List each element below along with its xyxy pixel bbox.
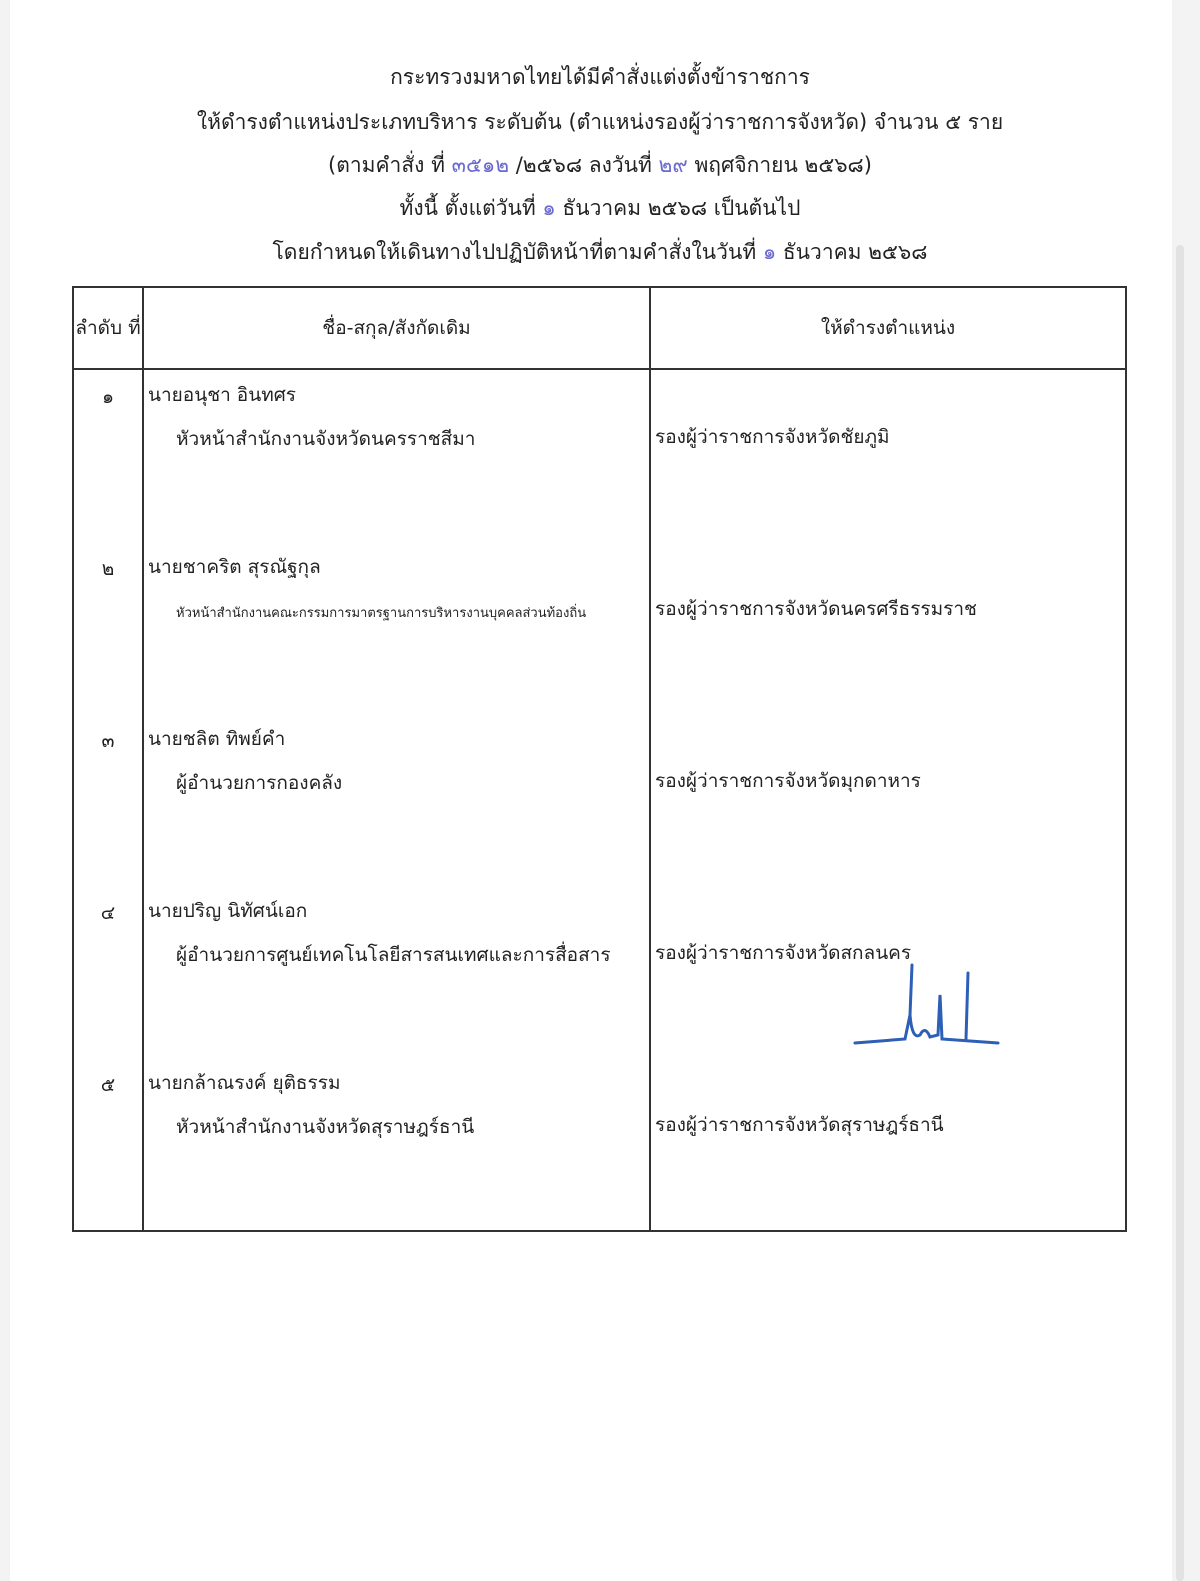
appointment-table bbox=[72, 286, 1127, 1232]
new-position: รองผู้ว่าราชการจังหวัดชัยภูมิ bbox=[650, 369, 1126, 542]
text: ธันวาคม ๒๕๖๘ เป็นต้นไป bbox=[555, 196, 801, 220]
table-row bbox=[73, 1058, 1126, 1231]
person-name: นายปริญ นิทัศน์เอก bbox=[148, 900, 308, 922]
former-position: ผู้อำนวยการศูนย์เทคโนโลยีสารสนเทศและการสื่อสาร bbox=[176, 944, 611, 966]
new-position: รองผู้ว่าราชการจังหวัดสกลนคร bbox=[650, 886, 1126, 1058]
text: /๒๕๖๘ ลงวันที่ bbox=[509, 153, 659, 177]
person-name: นายชาคริต สุรณัฐกุล bbox=[148, 556, 321, 578]
person-name: นายกล้าณรงค์ ยุติธรรม bbox=[148, 1072, 341, 1094]
row-number: ๔ bbox=[73, 886, 143, 1058]
text: โดยกำหนดให้เดินทางไปปฏิบัติหน้าที่ตามคำสั่งในวันที่ bbox=[272, 240, 763, 264]
person-name: นายอนุชา อินทศร bbox=[148, 384, 296, 406]
row-number: ๑ bbox=[73, 369, 143, 542]
former-position: หัวหน้าสำนักงานคณะกรรมการมาตรฐานการบริหารงานบุคคลส่วนท้องถิ่น bbox=[176, 606, 587, 621]
title-line-1: กระทรวงมหาดไทยได้มีคำสั่งแต่งตั้งข้าราชการ bbox=[390, 65, 810, 89]
title-line-5 bbox=[0, 237, 1200, 267]
table-row bbox=[73, 542, 1126, 714]
name-cell bbox=[143, 542, 650, 714]
text: ธันวาคม ๒๕๖๘ bbox=[776, 240, 928, 264]
text: (ตามคำสั่ง ที่ bbox=[328, 153, 452, 177]
text: พฤศจิกายน ๒๕๖๘) bbox=[687, 153, 872, 177]
table-row bbox=[73, 369, 1126, 542]
col-header-no: ลำดับ ที่ bbox=[73, 287, 143, 369]
travel-day: ๑ bbox=[762, 240, 777, 264]
name-cell bbox=[143, 886, 650, 1058]
new-position: รองผู้ว่าราชการจังหวัดสุราษฎร์ธานี bbox=[650, 1058, 1126, 1231]
former-position: ผู้อำนวยการกองคลัง bbox=[176, 772, 343, 794]
name-cell bbox=[143, 369, 650, 542]
former-position: หัวหน้าสำนักงานจังหวัดสุราษฎร์ธานี bbox=[176, 1116, 475, 1138]
effective-day: ๑ bbox=[542, 196, 556, 220]
order-number: ๓๕๑๒ bbox=[451, 153, 510, 177]
name-cell bbox=[143, 1058, 650, 1231]
text: ทั้งนี้ ตั้งแต่วันที่ bbox=[399, 196, 543, 220]
col-header-position: ให้ดำรงตำแหน่ง bbox=[650, 287, 1126, 369]
new-position: รองผู้ว่าราชการจังหวัดนครศรีธรรมราช bbox=[650, 542, 1126, 714]
order-day: ๒๙ bbox=[658, 153, 688, 177]
table-header bbox=[73, 287, 1126, 369]
row-number: ๕ bbox=[73, 1058, 143, 1231]
name-cell bbox=[143, 714, 650, 886]
scrollbar[interactable] bbox=[1176, 245, 1184, 1581]
person-name: นายชลิต ทิพย์คำ bbox=[148, 728, 286, 750]
former-position: หัวหน้าสำนักงานจังหวัดนครราชสีมา bbox=[176, 428, 476, 450]
title-line-2: ให้ดำรงตำแหน่งประเภทบริหาร ระดับต้น (ตำแหน่งรองผู้ว่าราชการจังหวัด) จำนวน ๕ ราย bbox=[196, 110, 1004, 134]
new-position: รองผู้ว่าราชการจังหวัดมุกดาหาร bbox=[650, 714, 1126, 886]
signature bbox=[850, 955, 1010, 1055]
title-line-3 bbox=[0, 150, 1200, 180]
title-line-4 bbox=[0, 193, 1200, 223]
col-header-name: ชื่อ-สกุล/สังกัดเดิม bbox=[143, 287, 650, 369]
table-row bbox=[73, 714, 1126, 886]
row-number: ๓ bbox=[73, 714, 143, 886]
row-number: ๒ bbox=[73, 542, 143, 714]
